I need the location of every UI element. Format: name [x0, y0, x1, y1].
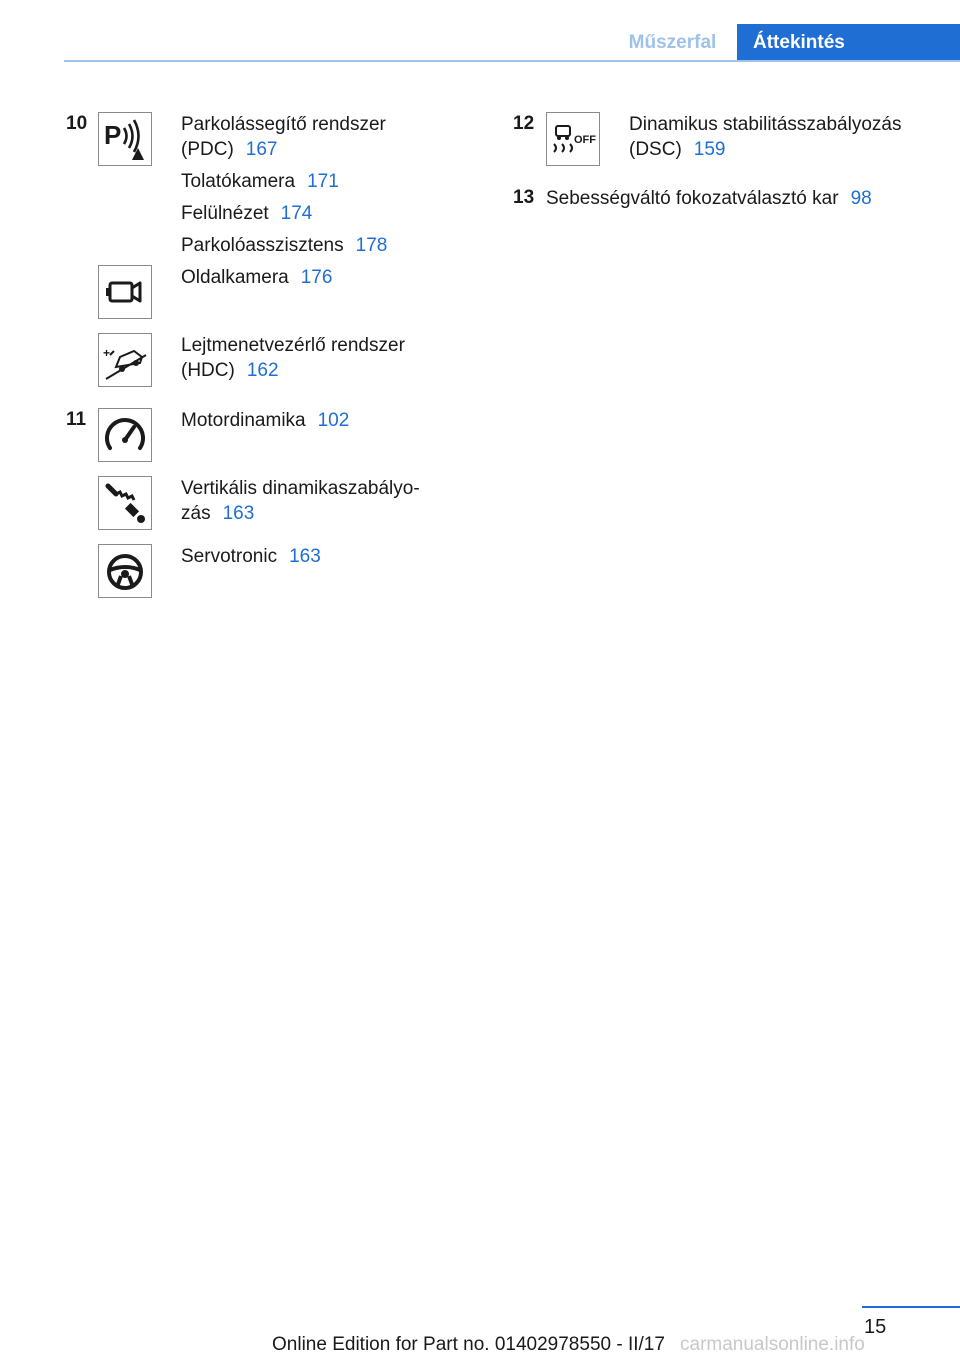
entry-tolatokamera-title: Tolatókamera: [181, 171, 296, 192]
page-ref-178[interactable]: 178: [355, 235, 388, 256]
entry-dsc-abbr: (DSC): [629, 139, 682, 160]
page-ref-163-b[interactable]: 163: [289, 546, 321, 567]
entry-oldalkamera-title: Oldalkamera: [181, 267, 289, 288]
dsc-off-icon: [546, 112, 600, 166]
page-ref-98[interactable]: 98: [850, 188, 872, 209]
entry-hdc: [181, 333, 405, 383]
entry-vertikalis-title: Vertikális dinamikaszabályo-: [181, 478, 420, 499]
entry-felulnezet: [181, 201, 312, 226]
page-ref-167[interactable]: 167: [245, 139, 278, 160]
header-divider: [64, 60, 960, 62]
entry-hdc-abbr: (HDC): [181, 360, 235, 381]
item-number-11: 11: [66, 409, 87, 430]
entry-vertikalis-cont: zás: [181, 503, 211, 524]
footer-edition: Online Edition for Part no. 01402978550 - II/17: [272, 1334, 665, 1355]
svg-text:P: P: [104, 120, 122, 150]
side-camera-icon: [98, 265, 152, 319]
entry-motordinamika-title: Motordinamika: [181, 410, 306, 431]
entry-dsc: [629, 112, 901, 162]
entry-hdc-title: Lejtmenetvezérlő rendszer: [181, 335, 405, 356]
entry-vertikalis: [181, 476, 420, 526]
entry-servotronic: [181, 544, 321, 569]
item-number-12: 12: [513, 113, 535, 134]
page-ref-171[interactable]: 171: [307, 171, 339, 192]
page-ref-162[interactable]: 162: [246, 360, 279, 381]
engine-dynamics-icon: [98, 408, 152, 462]
entry-dsc-title: Dinamikus stabilitásszabályozás: [629, 114, 902, 135]
entry-valtokar: [546, 186, 872, 211]
entry-parkoloasszisztens: [181, 233, 387, 258]
vertical-dynamics-icon: [98, 476, 152, 530]
tab-attekintes[interactable]: Áttekintés: [737, 24, 960, 62]
entry-pdc: [181, 112, 386, 162]
entry-parkoloasszisztens-title: Parkolóasszisztens: [181, 235, 344, 256]
footer-watermark: carmanualsonline.info: [680, 1334, 865, 1355]
entry-pdc-title: Parkolássegítő rendszer: [181, 114, 386, 135]
entry-servotronic-title: Servotronic: [181, 546, 278, 567]
item-number-10: 10: [66, 113, 88, 134]
steering-wheel-icon: [98, 544, 152, 598]
tab-muszerfal[interactable]: Műszerfal: [628, 32, 717, 53]
entry-motordinamika: [181, 408, 349, 433]
dsc-off-label: OFF: [574, 134, 596, 146]
entry-tolatokamera: [181, 169, 339, 194]
entry-valtokar-title: Sebességváltó fokozatválasztó kar: [546, 188, 839, 209]
footer-divider: [862, 1306, 960, 1308]
page-ref-159[interactable]: 159: [693, 139, 726, 160]
page-ref-174[interactable]: 174: [280, 203, 313, 224]
entry-pdc-abbr: (PDC): [181, 139, 234, 160]
page-number: 15: [864, 1316, 887, 1338]
page-ref-163-a[interactable]: 163: [222, 503, 255, 524]
page-ref-176[interactable]: 176: [300, 267, 333, 288]
entry-oldalkamera: [181, 265, 332, 290]
page-ref-102[interactable]: 102: [317, 410, 350, 431]
entry-felulnezet-title: Felülnézet: [181, 203, 269, 224]
svg-text:+: +: [103, 346, 111, 360]
hdc-icon: [98, 333, 152, 387]
pdc-icon: [98, 112, 152, 166]
item-number-13: 13: [513, 187, 535, 208]
